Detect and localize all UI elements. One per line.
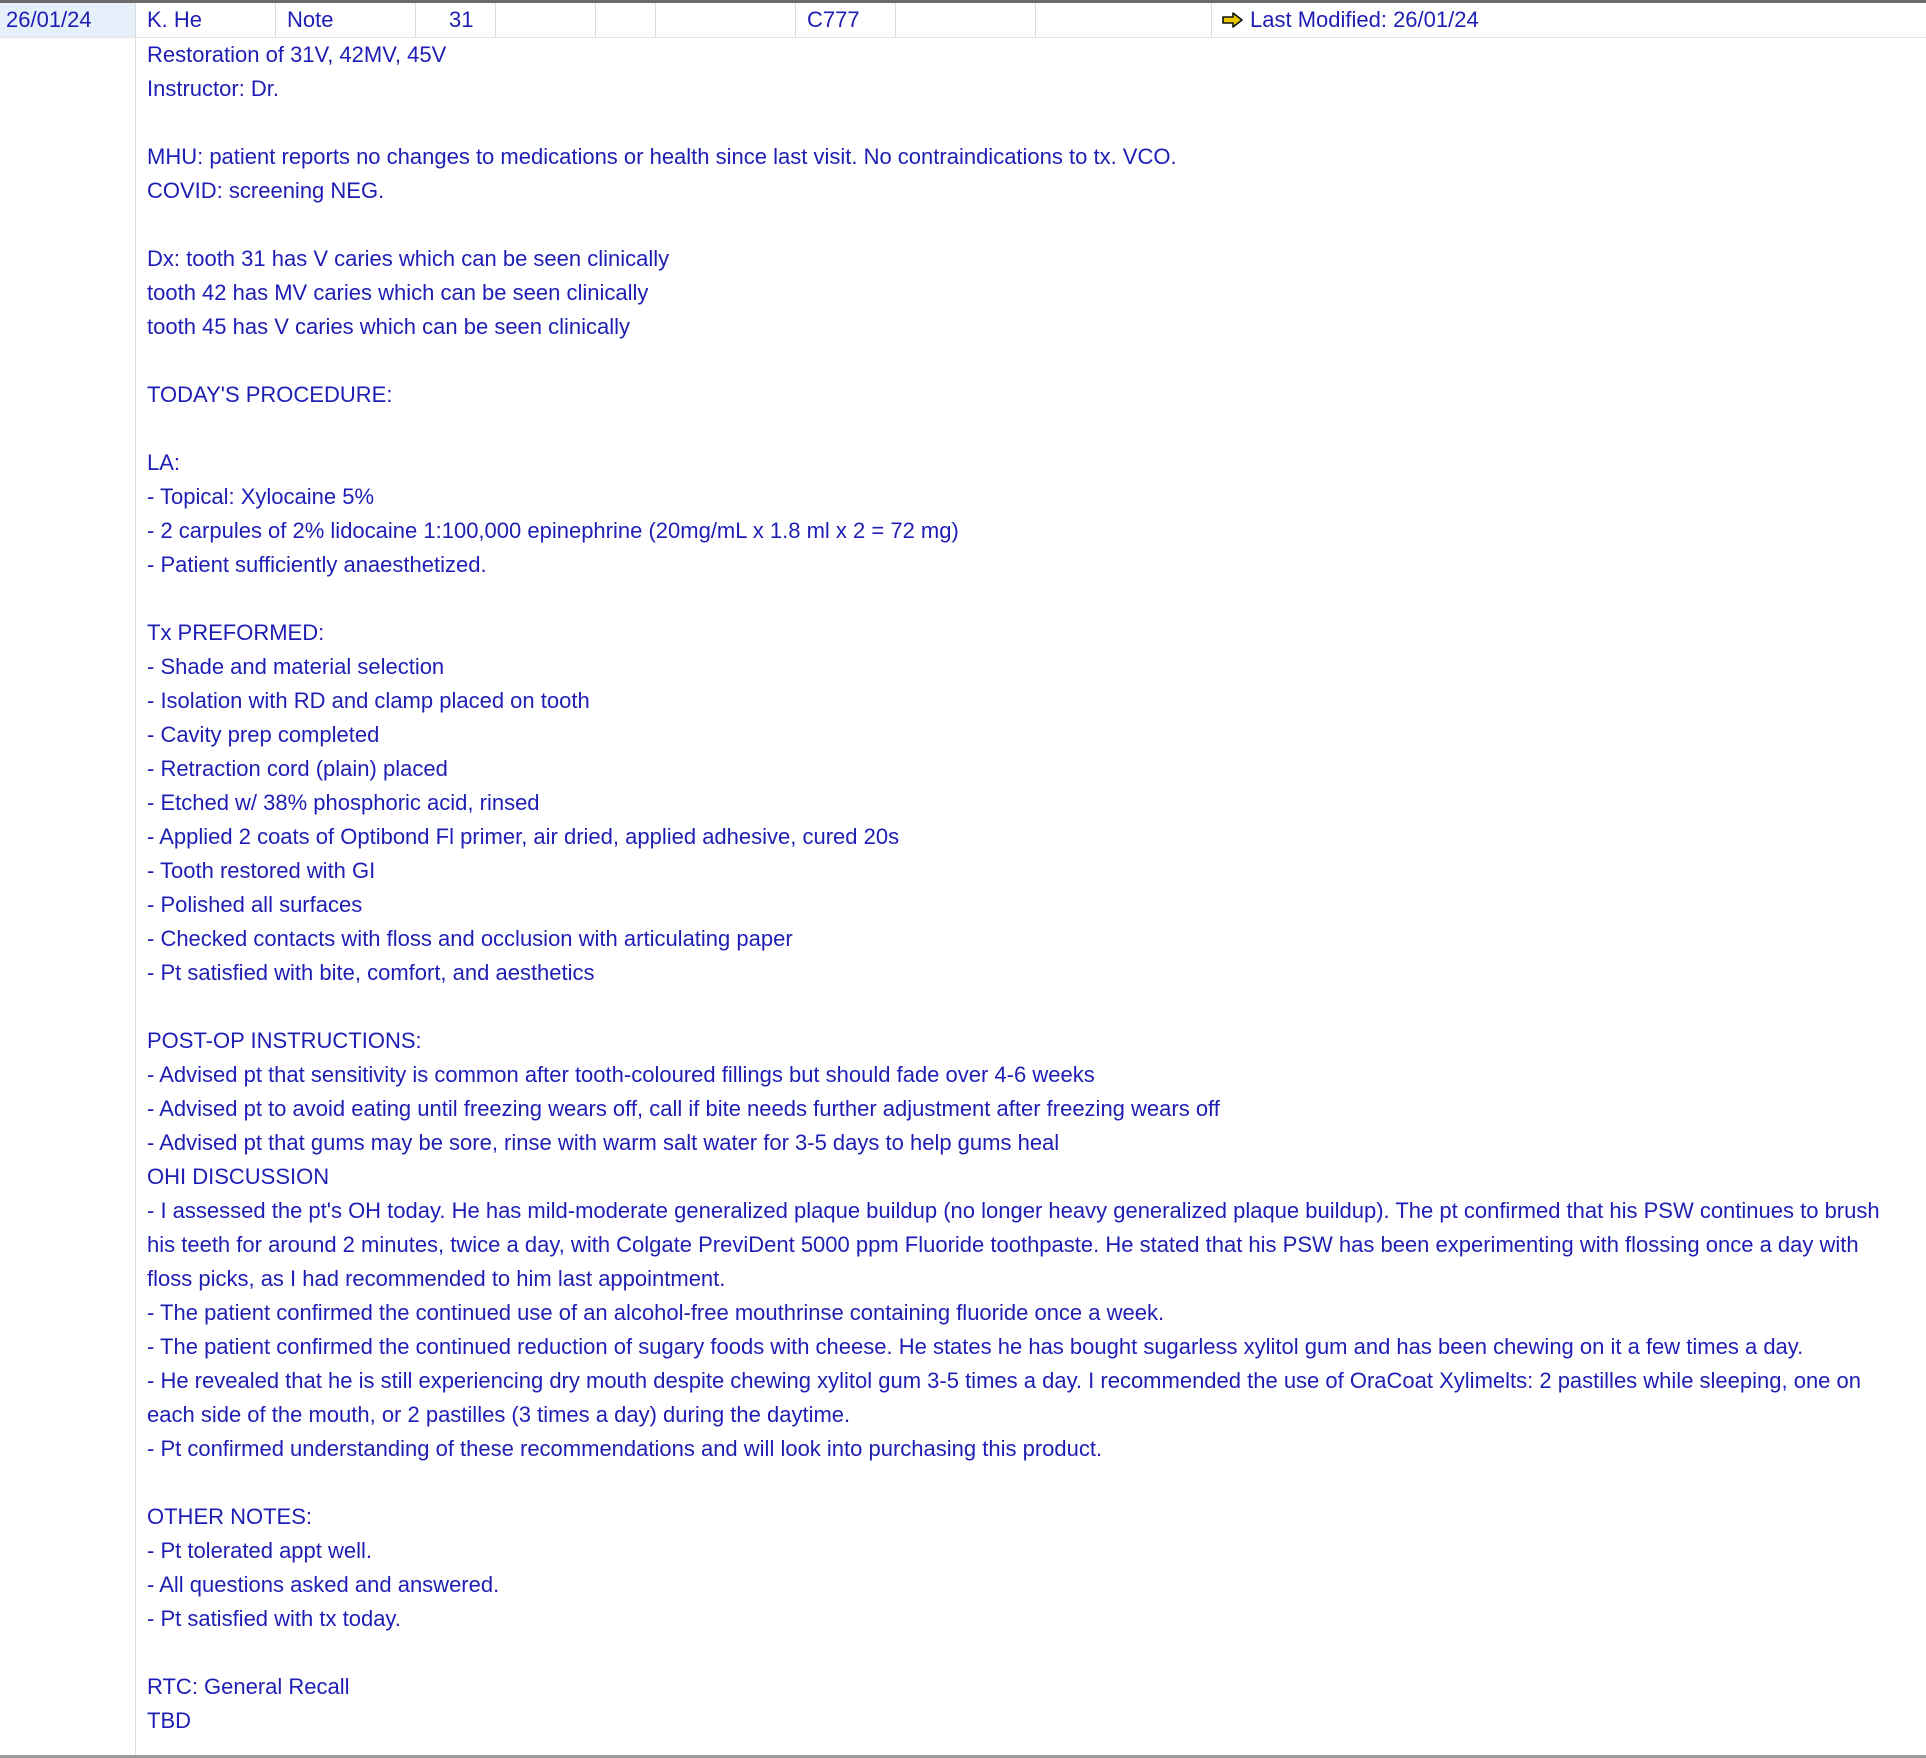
column-divider: [415, 3, 416, 37]
column-divider: [895, 3, 896, 37]
code-cell[interactable]: C777: [807, 7, 860, 32]
note-row-header[interactable]: [0, 3, 1926, 38]
last-modified-label: Last Modified: 26/01/24: [1250, 7, 1479, 32]
date-cell[interactable]: 26/01/24: [0, 3, 135, 37]
column-divider: [495, 3, 496, 37]
column-divider: [1035, 3, 1036, 37]
column-divider: [135, 3, 136, 37]
last-modified: [1222, 3, 1479, 37]
arrow-right-icon: [1222, 11, 1244, 29]
gutter-divider: [135, 37, 136, 1758]
column-divider: [795, 3, 796, 37]
provider-cell[interactable]: K. He: [147, 7, 203, 32]
column-divider: [1211, 3, 1212, 37]
column-divider: [655, 3, 656, 37]
column-divider: [275, 3, 276, 37]
note-body-text: Restoration of 31V, 42MV, 45V Instructor: Dr. MHU: patient reports no changes to medications or health since last visit. No contraindications to tx. VCO. COVID: screening NEG. Dx: tooth 31 has V caries which can be seen clinically tooth 42 has MV caries which can be seen clinically tooth 45 has V caries which can be seen clinically TODAY'S PROCEDURE: LA: - Topical: Xylocaine 5% - 2 carpules of 2% lidocaine 1:100,000 epinephrine (20mg/mL x 1.8 ml x 2 = 72 mg) - Patient sufficiently anaesthetized. Tx PREFORMED: - Shade and material selection - Isolation with RD and clamp placed on tooth - Cavity prep completed - Retraction cord (plain) placed - Etched w/ 38% phosphoric acid, rinsed - Applied 2 coats of Optibond Fl primer, air dried, applied adhesive, cured 20s - Tooth restored with GI - Polished all surfaces - Checked contacts with floss and occlusion with articulating paper - Pt satisfied with bite, comfort, and aesthetics POST-OP INSTRUCTIONS: - Advised pt that sensitivity is common after tooth-coloured fillings but should fade over 4-6 weeks - Advised pt to avoid eating until freezing wears off, call if bite needs further adjustment after freezing wears off - Advised pt that gums may be sore, rinse with warm salt water for 3-5 days to help gums heal OHI DISCUSSION - I assessed the pt's OH today. He has mild-moderate generalized plaque buildup (no longer heavy generalized plaque buildup). The pt confirmed that his PSW continues to brush his teeth for around 2 minutes, twice a day, with Colgate PreviDent 5000 ppm Fluoride toothpaste. He stated that his PSW has been experimenting with flossing once a day with floss picks, as I had recommended to him last appointment. - The patient confirmed the continued use of an alcohol-free mouthrinse containing fluoride once a week. - The patient confirmed the continued reduction of sugary foods with cheese. He states he has bought sugarless xylitol gum and has been chewing on it a few times a day. - He revealed that he is still experiencing dry mouth despite chewing xylitol gum 3-5 times a day. I recommended the use of OraCoat Xylimelts: 2 pastilles while sleeping, one on each side of the mouth, or 2 pastilles (3 times a day) during the daytime. - Pt confirmed understanding of these recommendations and will look into purchasing this product. OTHER NOTES: - Pt tolerated appt well. - All questions asked and answered. - Pt satisfied with tx today. RTC: General Recall TBD: [147, 42, 1880, 1733]
tooth-cell[interactable]: 31: [449, 7, 474, 32]
column-divider: [595, 3, 596, 37]
type-cell[interactable]: Note: [287, 7, 334, 32]
